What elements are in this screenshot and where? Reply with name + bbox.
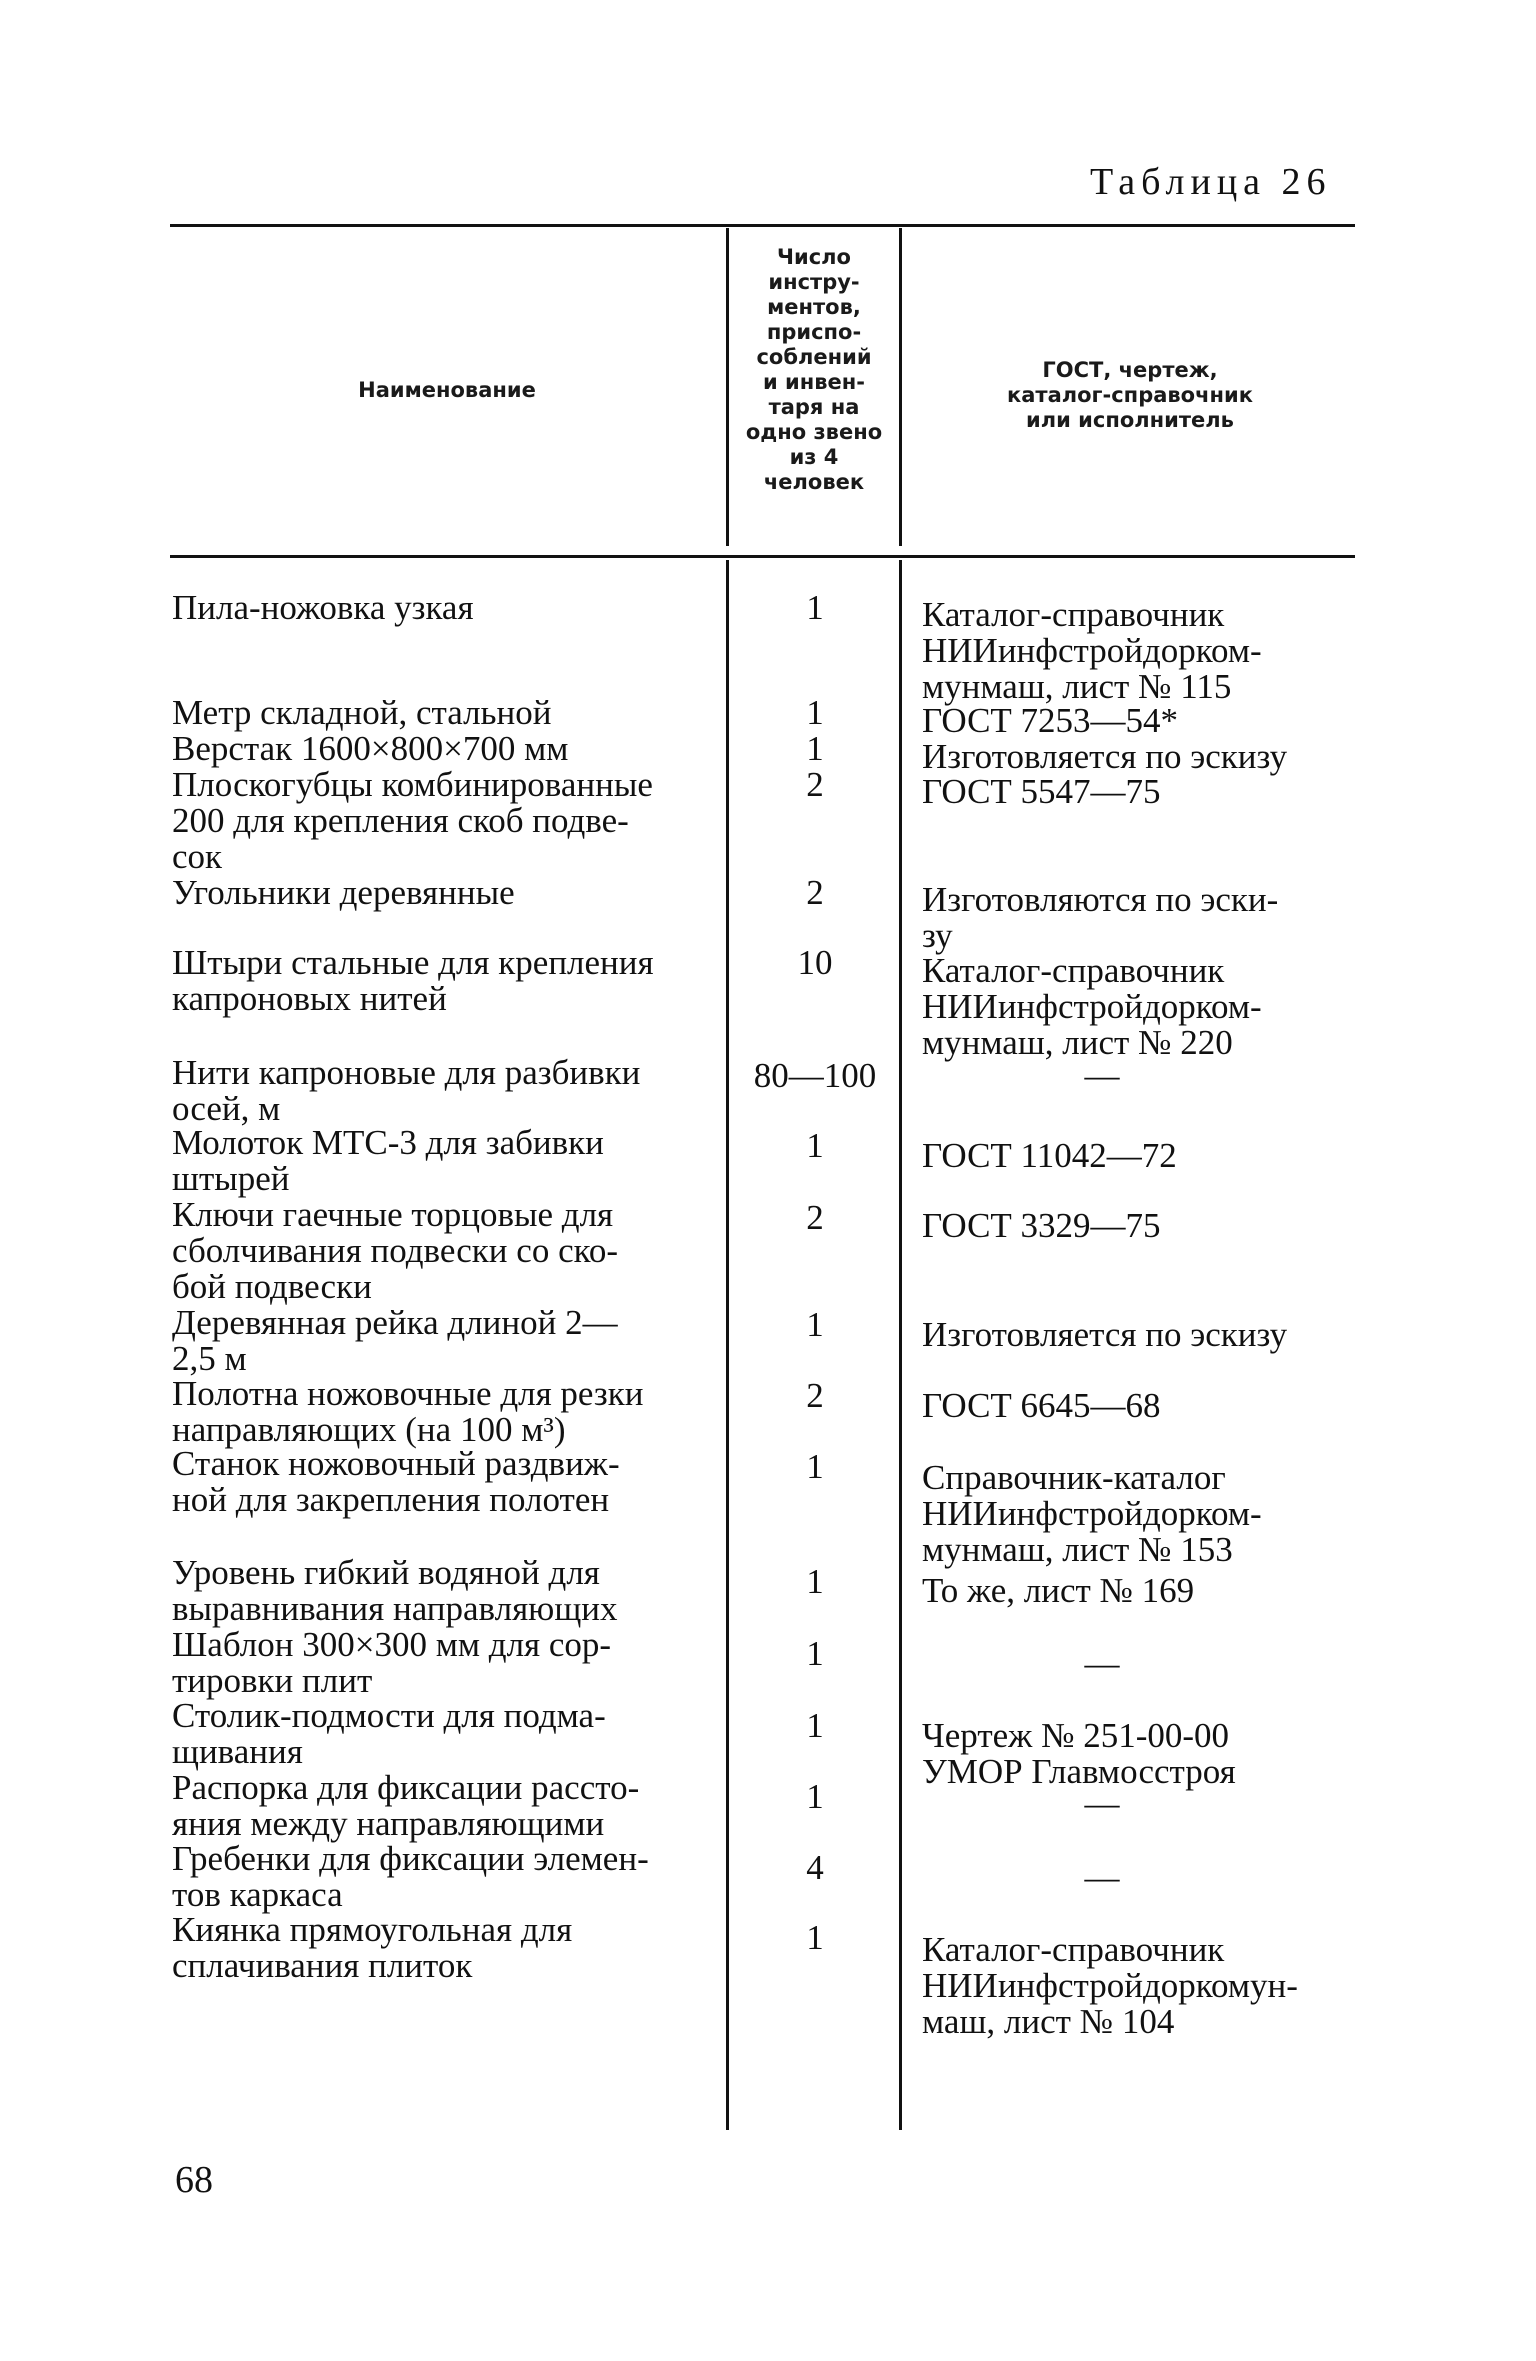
header-reference: ГОСТ, чертеж, каталог-справочник или исполнитель <box>1006 358 1254 432</box>
row-12-qty: 1 <box>806 1447 824 1486</box>
table-caption: Таблица 26 <box>1090 161 1332 203</box>
row-1-ref: Каталог-справочник НИИинфстройдорком- мунмаш, лист № 115 <box>922 595 1262 706</box>
row-14-name: Шаблон 300×300 мм для сор- тировки плит <box>172 1625 612 1700</box>
row-17-qty: 4 <box>806 1848 824 1887</box>
row-4-name: Плоскогубцы комбинированные 200 для крепления скоб подве- сок <box>172 765 653 876</box>
row-9-name: Ключи гаечные торцовые для сболчивания подвески со ско- бой подвески <box>172 1195 618 1306</box>
row-13-ref: То же, лист № 169 <box>922 1571 1195 1610</box>
row-10-qty: 1 <box>806 1305 824 1344</box>
row-11-name: Полотна ножовочные для резки направляющих (на 100 м³) <box>172 1374 644 1449</box>
body-column-divider-1 <box>726 560 729 2130</box>
row-1-qty: 1 <box>806 588 824 627</box>
row-7-name: Нити капроновые для разбивки осей, м <box>172 1053 641 1128</box>
row-16-name: Распорка для фиксации рассто- яния между направляющими <box>172 1768 640 1843</box>
row-11-qty: 2 <box>806 1376 824 1415</box>
row-7-qty: 80—100 <box>753 1056 877 1095</box>
row-1-name: Пила-ножовка узкая <box>172 588 474 627</box>
row-12-ref: Справочник-каталог НИИинфстройдорком- мунмаш, лист № 153 <box>922 1458 1262 1569</box>
row-5-name: Угольники деревянные <box>172 873 515 912</box>
row-14-qty: 1 <box>806 1634 824 1673</box>
row-15-ref: Чертеж № 251-00-00 УМОР Главмосстроя <box>922 1716 1236 1791</box>
row-8-name: Молоток МТС-3 для забивки штырей <box>172 1123 604 1198</box>
row-15-qty: 1 <box>806 1706 824 1745</box>
row-12-name: Станок ножовочный раздвиж- ной для закрепления полотен <box>172 1444 620 1519</box>
row-15-name: Столик-подмости для подма- щивания <box>172 1696 606 1771</box>
header-bottom-rule <box>170 555 1355 558</box>
row-3-name: Верстак 1600×800×700 мм <box>172 729 569 768</box>
row-16-qty: 1 <box>806 1777 824 1816</box>
header-quantity: Число инстру- ментов, приспо- соблений и инвен- таря на одно звено из 4 человек <box>745 245 883 494</box>
row-10-name: Деревянная рейка длиной 2— 2,5 м <box>172 1303 618 1378</box>
row-3-qty: 1 <box>806 729 824 768</box>
row-11-ref: ГОСТ 6645—68 <box>922 1386 1161 1425</box>
row-13-qty: 1 <box>806 1562 824 1601</box>
row-18-name: Киянка прямоугольная для сплачивания плиток <box>172 1910 573 1985</box>
row-5-ref: Изготовляются по эски- зу <box>922 880 1279 955</box>
header-column-divider-1 <box>726 228 729 546</box>
row-7-ref: — <box>1084 1056 1120 1095</box>
page-number: 68 <box>175 2159 213 2201</box>
row-3-ref: Изготовляется по эскизу <box>922 737 1288 776</box>
row-6-ref: Каталог-справочник НИИинфстройдорком- мунмаш, лист № 220 <box>922 951 1262 1062</box>
row-10-ref: Изготовляется по эскизу <box>922 1315 1288 1354</box>
row-17-ref: — <box>1084 1858 1120 1897</box>
row-8-ref: ГОСТ 11042—72 <box>922 1136 1177 1175</box>
header-name: Наименование <box>358 378 536 402</box>
row-6-name: Штыри стальные для крепления капроновых нитей <box>172 943 654 1018</box>
row-4-ref: ГОСТ 5547—75 <box>922 772 1161 811</box>
table-top-rule <box>170 224 1355 227</box>
row-2-name: Метр складной, стальной <box>172 693 552 732</box>
row-2-ref: ГОСТ 7253—54* <box>922 701 1179 740</box>
row-9-qty: 2 <box>806 1198 824 1237</box>
row-5-qty: 2 <box>806 873 824 912</box>
row-9-ref: ГОСТ 3329—75 <box>922 1206 1161 1245</box>
row-8-qty: 1 <box>806 1126 824 1165</box>
row-18-ref: Каталог-справочник НИИинфстройдоркомун- маш, лист № 104 <box>922 1930 1298 2041</box>
row-4-qty: 2 <box>806 765 824 804</box>
header-column-divider-2 <box>899 228 902 546</box>
row-14-ref: — <box>1084 1644 1120 1683</box>
row-2-qty: 1 <box>806 693 824 732</box>
row-17-name: Гребенки для фиксации элемен- тов каркаса <box>172 1839 649 1914</box>
row-13-name: Уровень гибкий водяной для выравнивания направляющих <box>172 1553 618 1628</box>
row-6-qty: 10 <box>797 943 833 982</box>
row-16-ref: — <box>1084 1784 1120 1823</box>
row-18-qty: 1 <box>806 1918 824 1957</box>
